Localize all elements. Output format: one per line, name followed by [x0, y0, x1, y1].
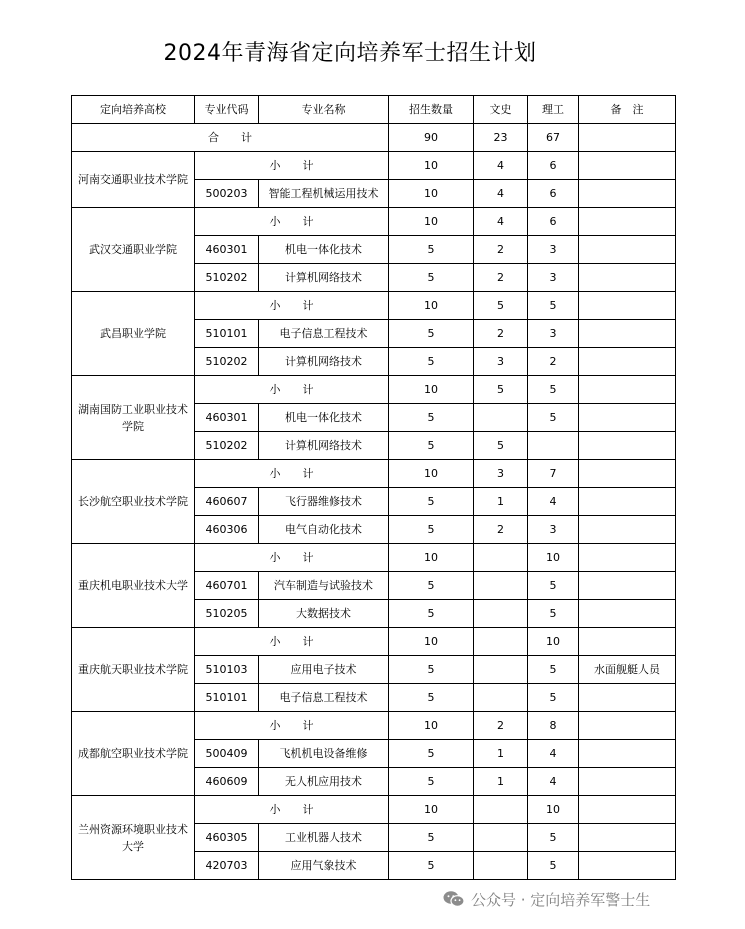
- major-liberal: 2: [474, 516, 528, 544]
- major-liberal: [474, 824, 528, 852]
- major-liberal: [474, 684, 528, 712]
- major-note: [579, 740, 676, 768]
- header-school: 定向培养高校: [72, 96, 195, 124]
- subtotal-label: 小 计: [195, 796, 389, 824]
- subtotal-note: [579, 292, 676, 320]
- major-note: [579, 516, 676, 544]
- major-code: 510202: [195, 348, 259, 376]
- total-liberal: 23: [474, 124, 528, 152]
- subtotal-liberal: [474, 796, 528, 824]
- major-name: 机电一体化技术: [259, 404, 389, 432]
- major-liberal: 1: [474, 488, 528, 516]
- subtotal-label: 小 计: [195, 208, 389, 236]
- major-code: 510101: [195, 320, 259, 348]
- major-note: [579, 320, 676, 348]
- subtotal-enroll: 10: [389, 152, 474, 180]
- major-science: 3: [528, 320, 579, 348]
- subtotal-liberal: 4: [474, 152, 528, 180]
- major-enroll: 5: [389, 656, 474, 684]
- major-science: 5: [528, 684, 579, 712]
- major-name: 电子信息工程技术: [259, 684, 389, 712]
- enrollment-table: [71, 95, 676, 880]
- major-enroll: 5: [389, 236, 474, 264]
- major-science: 6: [528, 180, 579, 208]
- total-science: 67: [528, 124, 579, 152]
- subtotal-label: 小 计: [195, 152, 389, 180]
- major-enroll: 5: [389, 824, 474, 852]
- major-enroll: 5: [389, 264, 474, 292]
- subtotal-science: 10: [528, 628, 579, 656]
- major-code: 460306: [195, 516, 259, 544]
- major-liberal: 3: [474, 348, 528, 376]
- subtotal-label: 小 计: [195, 628, 389, 656]
- major-name: 应用电子技术: [259, 656, 389, 684]
- subtotal-enroll: 10: [389, 628, 474, 656]
- school-name: 长沙航空职业技术学院: [72, 460, 195, 544]
- major-code: 460701: [195, 572, 259, 600]
- header-liberal: 文史: [474, 96, 528, 124]
- subtotal-liberal: 4: [474, 208, 528, 236]
- total-row: [72, 124, 676, 152]
- major-enroll: 5: [389, 320, 474, 348]
- school-name: 河南交通职业技术学院: [72, 152, 195, 208]
- subtotal-liberal: 3: [474, 460, 528, 488]
- subtotal-enroll: 10: [389, 376, 474, 404]
- major-liberal: [474, 404, 528, 432]
- major-liberal: [474, 852, 528, 880]
- major-science: 5: [528, 852, 579, 880]
- major-enroll: 5: [389, 600, 474, 628]
- total-note: [579, 124, 676, 152]
- major-note: [579, 404, 676, 432]
- subtotal-label: 小 计: [195, 544, 389, 572]
- major-note: [579, 348, 676, 376]
- subtotal-row: [72, 292, 676, 320]
- header-note: 备 注: [579, 96, 676, 124]
- subtotal-note: [579, 208, 676, 236]
- major-code: 460305: [195, 824, 259, 852]
- major-note: [579, 572, 676, 600]
- major-science: 5: [528, 824, 579, 852]
- major-science: 5: [528, 572, 579, 600]
- major-note: [579, 852, 676, 880]
- subtotal-enroll: 10: [389, 208, 474, 236]
- major-science: 4: [528, 488, 579, 516]
- major-name: 工业机器人技术: [259, 824, 389, 852]
- subtotal-row: [72, 628, 676, 656]
- school-name: 重庆航天职业技术学院: [72, 628, 195, 712]
- major-science: 3: [528, 236, 579, 264]
- major-enroll: 5: [389, 348, 474, 376]
- header-major: 专业名称: [259, 96, 389, 124]
- major-name: 计算机网络技术: [259, 348, 389, 376]
- major-note: [579, 264, 676, 292]
- subtotal-note: [579, 460, 676, 488]
- subtotal-liberal: [474, 544, 528, 572]
- major-code: 460607: [195, 488, 259, 516]
- subtotal-liberal: 5: [474, 292, 528, 320]
- subtotal-note: [579, 376, 676, 404]
- major-liberal: 4: [474, 180, 528, 208]
- major-liberal: 2: [474, 236, 528, 264]
- major-note: [579, 432, 676, 460]
- subtotal-label: 小 计: [195, 712, 389, 740]
- wechat-icon: [443, 890, 465, 908]
- major-code: 510202: [195, 432, 259, 460]
- major-science: 4: [528, 768, 579, 796]
- subtotal-science: 5: [528, 292, 579, 320]
- major-code: 510103: [195, 656, 259, 684]
- major-note: [579, 768, 676, 796]
- major-science: 5: [528, 404, 579, 432]
- subtotal-science: 6: [528, 152, 579, 180]
- major-science: [528, 432, 579, 460]
- total-enroll: 90: [389, 124, 474, 152]
- major-code: 510205: [195, 600, 259, 628]
- subtotal-row: [72, 152, 676, 180]
- major-name: 计算机网络技术: [259, 432, 389, 460]
- subtotal-enroll: 10: [389, 460, 474, 488]
- major-liberal: 5: [474, 432, 528, 460]
- major-code: 460301: [195, 236, 259, 264]
- major-name: 计算机网络技术: [259, 264, 389, 292]
- subtotal-row: [72, 208, 676, 236]
- major-note: [579, 488, 676, 516]
- major-name: 飞行器维修技术: [259, 488, 389, 516]
- school-name: 武汉交通职业学院: [72, 208, 195, 292]
- major-enroll: 5: [389, 768, 474, 796]
- major-name: 电气自动化技术: [259, 516, 389, 544]
- major-science: 2: [528, 348, 579, 376]
- major-liberal: [474, 572, 528, 600]
- subtotal-science: 10: [528, 796, 579, 824]
- major-code: 500203: [195, 180, 259, 208]
- subtotal-note: [579, 712, 676, 740]
- subtotal-label: 小 计: [195, 376, 389, 404]
- subtotal-row: [72, 796, 676, 824]
- subtotal-row: [72, 544, 676, 572]
- subtotal-liberal: 5: [474, 376, 528, 404]
- major-liberal: 2: [474, 264, 528, 292]
- school-name: 湖南国防工业职业技术学院: [72, 376, 195, 460]
- major-note: [579, 180, 676, 208]
- subtotal-enroll: 10: [389, 712, 474, 740]
- major-liberal: 1: [474, 740, 528, 768]
- major-enroll: 5: [389, 572, 474, 600]
- major-enroll: 10: [389, 180, 474, 208]
- subtotal-science: 5: [528, 376, 579, 404]
- major-enroll: 5: [389, 432, 474, 460]
- subtotal-science: 8: [528, 712, 579, 740]
- major-code: 500409: [195, 740, 259, 768]
- major-name: 大数据技术: [259, 600, 389, 628]
- major-code: 420703: [195, 852, 259, 880]
- major-note: [579, 824, 676, 852]
- subtotal-note: [579, 152, 676, 180]
- major-name: 汽车制造与试验技术: [259, 572, 389, 600]
- header-code: 专业代码: [195, 96, 259, 124]
- major-science: 3: [528, 516, 579, 544]
- school-name: 兰州资源环境职业技术大学: [72, 796, 195, 880]
- subtotal-row: [72, 460, 676, 488]
- subtotal-enroll: 10: [389, 292, 474, 320]
- school-name: 重庆机电职业技术大学: [72, 544, 195, 628]
- major-note: 水面舰艇人员: [579, 656, 676, 684]
- subtotal-label: 小 计: [195, 292, 389, 320]
- subtotal-enroll: 10: [389, 544, 474, 572]
- subtotal-enroll: 10: [389, 796, 474, 824]
- header-enroll: 招生数量: [389, 96, 474, 124]
- major-name: 智能工程机械运用技术: [259, 180, 389, 208]
- major-code: 510202: [195, 264, 259, 292]
- school-name: 成都航空职业技术学院: [72, 712, 195, 796]
- major-name: 应用气象技术: [259, 852, 389, 880]
- major-enroll: 5: [389, 404, 474, 432]
- major-note: [579, 600, 676, 628]
- major-liberal: [474, 600, 528, 628]
- major-enroll: 5: [389, 516, 474, 544]
- subtotal-row: [72, 376, 676, 404]
- subtotal-label: 小 计: [195, 460, 389, 488]
- school-name: 武昌职业学院: [72, 292, 195, 376]
- subtotal-science: 7: [528, 460, 579, 488]
- subtotal-note: [579, 628, 676, 656]
- subtotal-science: 6: [528, 208, 579, 236]
- watermark: [443, 888, 650, 910]
- major-name: 机电一体化技术: [259, 236, 389, 264]
- header-science: 理工: [528, 96, 579, 124]
- major-liberal: 1: [474, 768, 528, 796]
- major-note: [579, 684, 676, 712]
- major-liberal: 2: [474, 320, 528, 348]
- major-name: 电子信息工程技术: [259, 320, 389, 348]
- major-science: 5: [528, 656, 579, 684]
- page-title: 2024年青海省定向培养军士招生计划: [163, 41, 537, 66]
- subtotal-science: 10: [528, 544, 579, 572]
- major-note: [579, 236, 676, 264]
- major-name: 无人机应用技术: [259, 768, 389, 796]
- major-science: 4: [528, 740, 579, 768]
- major-enroll: 5: [389, 684, 474, 712]
- subtotal-liberal: 2: [474, 712, 528, 740]
- subtotal-row: [72, 712, 676, 740]
- subtotal-note: [579, 544, 676, 572]
- major-code: 460609: [195, 768, 259, 796]
- major-code: 510101: [195, 684, 259, 712]
- major-name: 飞机机电设备维修: [259, 740, 389, 768]
- major-enroll: 5: [389, 740, 474, 768]
- total-label: 合 计: [72, 124, 389, 152]
- major-science: 3: [528, 264, 579, 292]
- major-science: 5: [528, 600, 579, 628]
- watermark-text: 公众号 · 定向培养军警士生: [471, 890, 651, 909]
- table-header-row: [72, 96, 676, 124]
- major-enroll: 5: [389, 488, 474, 516]
- major-enroll: 5: [389, 852, 474, 880]
- subtotal-note: [579, 796, 676, 824]
- major-liberal: [474, 656, 528, 684]
- major-code: 460301: [195, 404, 259, 432]
- subtotal-liberal: [474, 628, 528, 656]
